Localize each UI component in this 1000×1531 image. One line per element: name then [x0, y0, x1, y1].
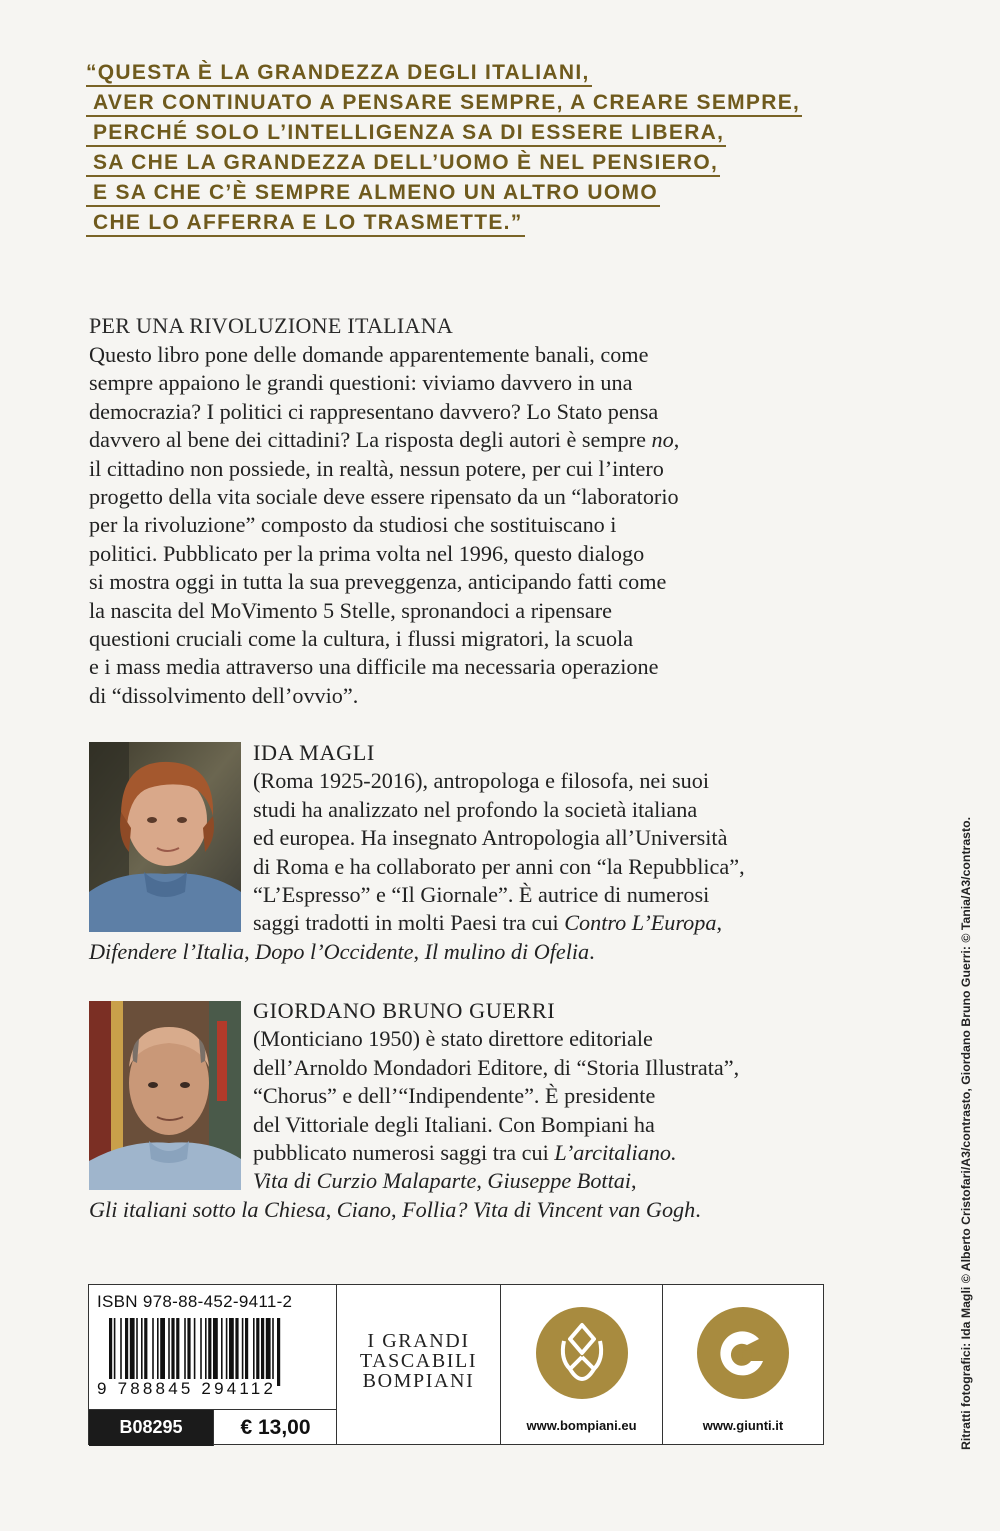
description-line: Questo libro pone delle domande apparentemente banali, come [89, 342, 649, 367]
book-title: Dopo l’Occidente [255, 938, 414, 964]
series-line: TASCABILI [359, 1350, 478, 1372]
bio-line: pubblicato numerosi saggi tra cui L’arcitaliano. [253, 1140, 677, 1166]
section-title: PER UNA RIVOLUZIONE ITALIANA [89, 313, 454, 338]
isbn: ISBN 978-88-452-9411-2 [97, 1292, 293, 1311]
author-bio-ida-magli [89, 739, 829, 966]
book-title: Il mulino di Ofelia [424, 938, 590, 964]
description-line: di “dissolvimento dell’ovvio”. [89, 682, 359, 708]
bio-line: studi ha analizzato nel profondo la società italiana [253, 796, 698, 822]
bio-line: Vita di Curzio Malaparte, Giuseppe Bottai, [253, 1168, 637, 1194]
book-title: Follia? Vita di Vincent van Gogh [402, 1196, 696, 1222]
description-line: politici. Pubblicato per la prima volta nel 1996, questo dialogo [89, 540, 645, 566]
bio-line: “L’Espresso” e “Il Giornale”. È autrice di numerosi [253, 882, 710, 908]
footer-info-panel [88, 1284, 824, 1445]
book-title: Difendere l’Italia [89, 938, 245, 964]
quote-line: CHE LO AFFERRA E LO TRASMETTE.” [86, 212, 525, 237]
bompiani-logo-icon [534, 1305, 630, 1401]
giunti-cell [663, 1285, 823, 1444]
bio-line: Gli italiani sotto la Chiesa, Ciano, Follia? Vita di Vincent van Gogh. [89, 1196, 701, 1222]
barcode-cell [89, 1285, 337, 1444]
description-line: davvero al bene dei cittadini? La risposta degli autori è sempre no, [89, 427, 680, 453]
author-name: IDA MAGLI [253, 740, 375, 765]
bio-line: (Monticiano 1950) è stato direttore editoriale [253, 1026, 653, 1052]
description-line: progetto della vita sociale deve essere ripensato da un “laboratorio [89, 484, 679, 510]
author-name: GIORDANO BRUNO GUERRI [253, 998, 556, 1023]
description-line: e i mass media attraverso una difficile ma necessaria operazione [89, 654, 659, 680]
description-line: la nascita del MoVimento 5 Stelle, spronandoci a ripensare [89, 597, 612, 623]
bio-line: “Chorus” e dell’“Indipendente”. È presidente [253, 1083, 656, 1109]
quote-line: PERCHÉ SOLO L’INTELLIGENZA SA DI ESSERE LIBERA, [86, 122, 726, 147]
back-cover-quote [86, 62, 806, 242]
barcode-graphic [109, 1318, 317, 1386]
author-bio-giordano-bruno-guerri [89, 997, 829, 1224]
series-line: BOMPIANI [362, 1370, 475, 1392]
description-line: questioni cruciali come la cultura, i flussi migratori, la scuola [89, 626, 634, 652]
bio-line: Difendere l’Italia, Dopo l’Occidente, Il mulino di Ofelia. [89, 938, 595, 964]
book-title: Gli italiani sotto la Chiesa [89, 1196, 326, 1222]
description-line: democrazia? I politici ci rappresentano davvero? Lo Stato pensa [89, 398, 659, 424]
book-title: Vita di Curzio Malaparte [253, 1168, 477, 1194]
barcode-number: 9 788845 294112 [97, 1379, 277, 1398]
description-line: si mostra oggi in tutta la sua preveggenza, anticipando fatti come [89, 569, 667, 595]
quote-line: E SA CHE C’È SEMPRE ALMENO UN ALTRO UOMO [86, 182, 660, 207]
series-line: I GRANDI [367, 1330, 470, 1352]
bio-line: di Roma e ha collaborato per anni con “la Repubblica”, [253, 853, 745, 879]
product-code: B08295 [89, 1410, 213, 1446]
series-cell [337, 1285, 501, 1444]
quote-line: SA CHE LA GRANDEZZA DELL’UOMO È NEL PENSIERO, [86, 152, 720, 177]
bio-line: saggi tradotti in molti Paesi tra cui Contro L’Europa, [253, 910, 722, 936]
description-line: sempre appaiono le grandi questioni: viviamo davvero in una [89, 370, 633, 396]
code-price-row [89, 1409, 336, 1446]
book-title: Giuseppe Bottai [487, 1168, 632, 1194]
price: € 13,00 [213, 1410, 337, 1446]
quote-line: AVER CONTINUATO A PENSARE SEMPRE, A CREARE SEMPRE, [86, 92, 802, 117]
description-line: il cittadino non possiede, in realtà, nessun potere, per cui l’intero [89, 455, 664, 481]
giunti-logo-icon [695, 1305, 791, 1401]
bompiani-website: www.bompiani.eu [526, 1418, 637, 1433]
series-name [337, 1331, 500, 1391]
bio-line: del Vittoriale degli Italiani. Con Bompiani ha [253, 1111, 655, 1137]
book-title: Contro L’Europa [564, 910, 717, 936]
photo-credit: Ritratti fotografici: Ida Magli © Alberto Cristofari/A3/contrasto, Giordano Bruno Guerri: © Tania/A3/contrasto. [959, 816, 973, 1450]
book-description [89, 341, 824, 710]
bio-line: dell’Arnoldo Mondadori Editore, di “Storia Illustrata”, [253, 1054, 740, 1080]
bio-line: ed europea. Ha insegnato Antropologia all’Università [253, 825, 728, 851]
italic-no: no [651, 427, 674, 453]
giunti-website: www.giunti.it [702, 1418, 784, 1433]
description-line: per la rivoluzione” composto da studiosi che sostituiscano i [89, 512, 617, 538]
bio-line: (Roma 1925-2016), antropologa e filosofa, nei suoi [253, 768, 709, 794]
book-title: L’arcitaliano. [554, 1140, 677, 1166]
quote-line: “QUESTA È LA GRANDEZZA DEGLI ITALIANI, [86, 62, 592, 87]
book-title: Ciano [336, 1196, 392, 1222]
bompiani-cell [501, 1285, 663, 1444]
